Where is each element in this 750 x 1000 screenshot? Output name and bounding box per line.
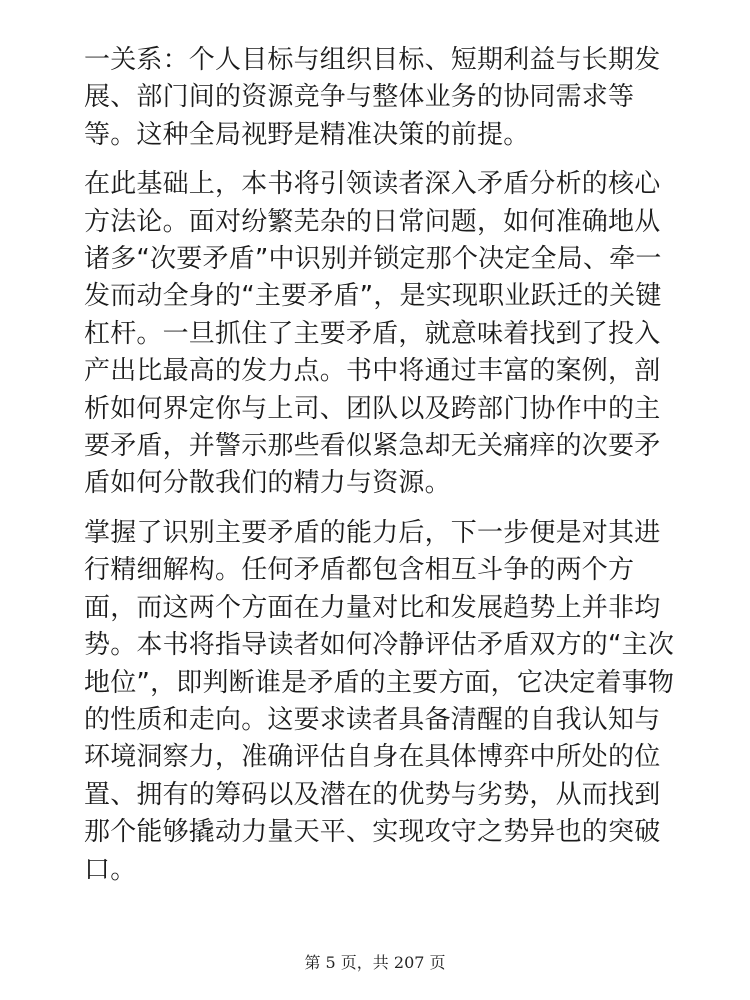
paragraph: 一关系：个人目标与组织目标、短期利益与长期发展、部门间的资源竞争与整体业务的协同需求等等。这种全局视野是精准决策的前提。	[84, 45, 661, 150]
page-number: 第 5 页，共 207 页	[304, 953, 446, 972]
paragraph: 掌握了识别主要矛盾的能力后，下一步便是对其进行精细解构。任何矛盾都包含相互斗争的两个方面，而这两个方面在力量对比和发展趋势上并非均势。本书将指导读者如何冷静评估矛盾双方的“主次地位”，即判断谁是矛盾的主要方面，它决定着事物的性质和走向。这要求读者具备清醒的自我认知与环境洞察力，准确评估自身在具体博弈中所处的位置、拥有的筹码以及潜在的优势与劣势，从而找到那个能够撬动力量天平、实现攻守之势异也的突破口。	[84, 517, 675, 885]
paragraph: 在此基础上，本书将引领读者深入矛盾分析的核心方法论。面对纷繁芜杂的日常问题，如何准确地从诸多“次要矛盾”中识别并锁定那个决定全局、牵一发而动全身的“主要矛盾”，是实现职业跃迁的关键杠杆。一旦抓住了主要矛盾，就意味着找到了投入产出比最高的发力点。书中将通过丰富的案例，剖析如何界定你与上司、团队以及跨部门协作中的主要矛盾，并警示那些看似紧急却无关痛痒的次要矛盾如何分散我们的精力与资源。	[84, 169, 662, 499]
page-body	[84, 42, 684, 901]
